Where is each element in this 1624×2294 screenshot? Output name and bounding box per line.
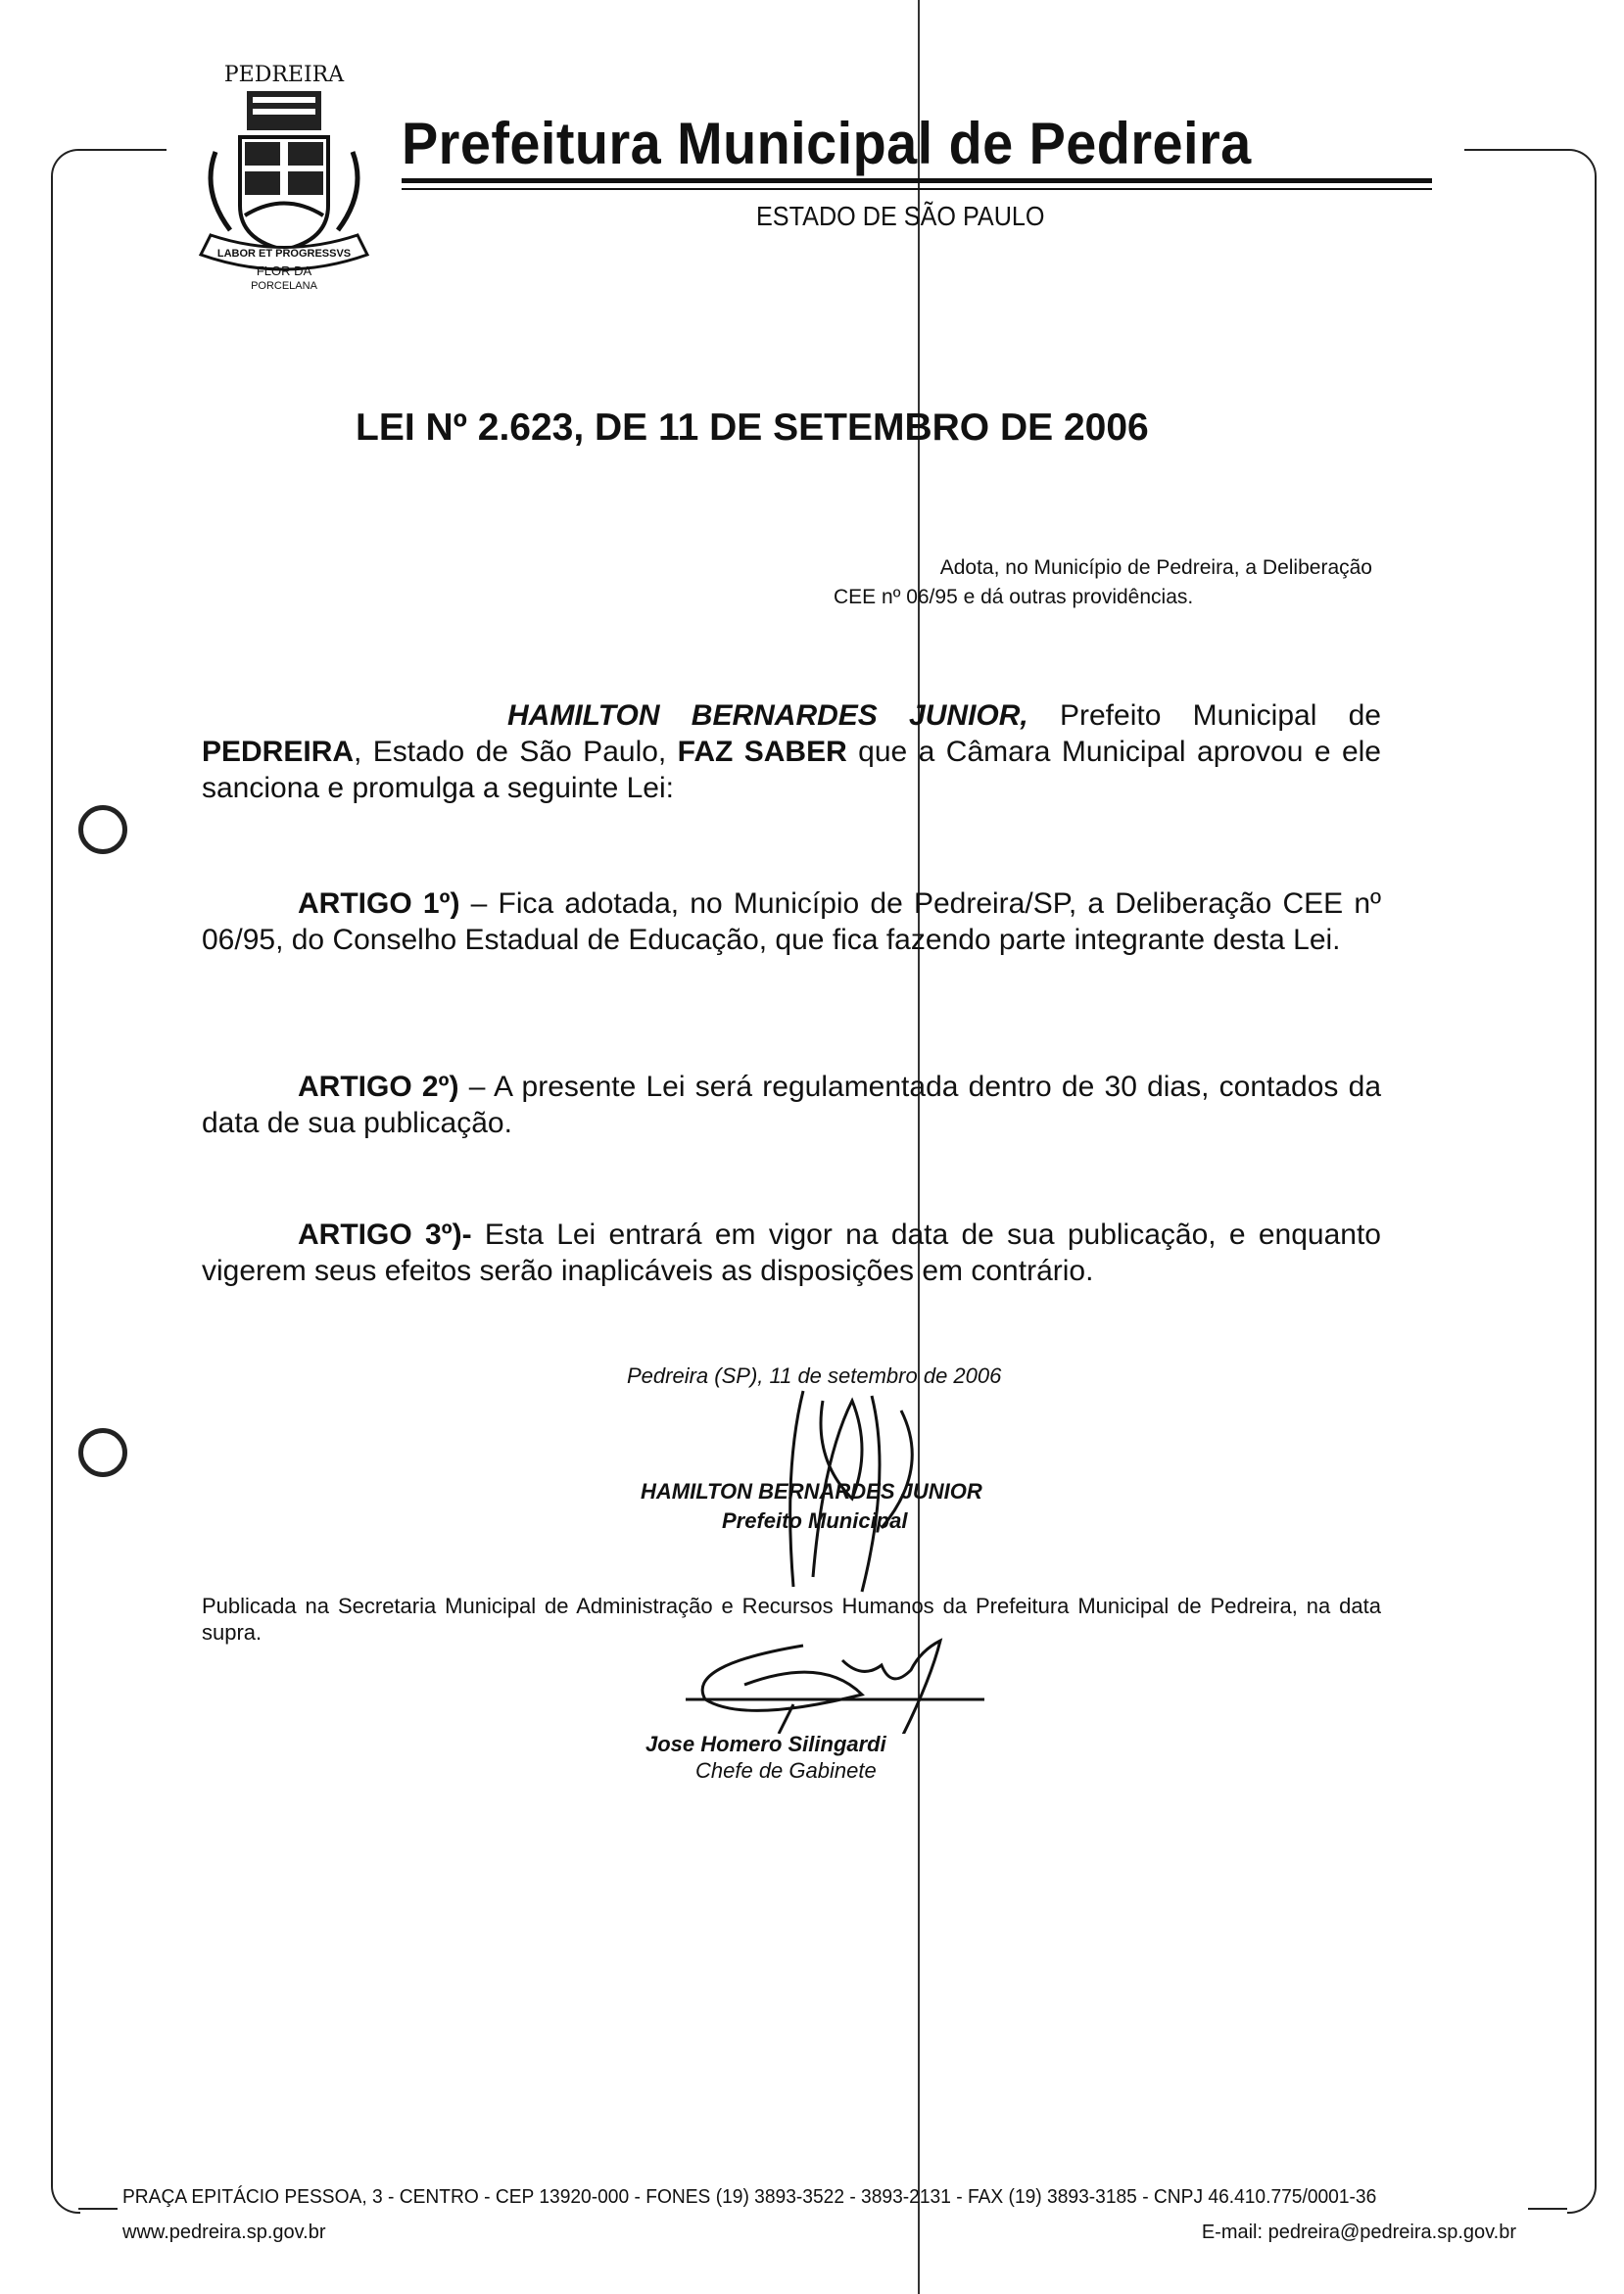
chief-role: Chefe de Gabinete bbox=[695, 1758, 877, 1783]
svg-text:PORCELANA: PORCELANA bbox=[251, 280, 317, 289]
header-rule bbox=[402, 178, 1432, 183]
city-name: PEDREIRA bbox=[202, 736, 355, 768]
article-label: ARTIGO 3º)- bbox=[298, 1219, 472, 1251]
page-border-left bbox=[51, 149, 80, 2214]
page-border-right bbox=[1567, 149, 1597, 2214]
article-2 bbox=[202, 1069, 1381, 1141]
municipal-crest-logo bbox=[186, 54, 382, 289]
footer-website[interactable]: www.pedreira.sp.gov.br bbox=[122, 2222, 326, 2243]
signing-date: Pedreira (SP), 11 de setembro de 2006 bbox=[627, 1363, 1002, 1388]
article-text: – Fica adotada, no Município de Pedreira/SP, a Deliberação CEE nº 06/95, do Conselho Estadual de Educação, que fica fazendo parte integrante desta Lei. bbox=[202, 887, 1381, 956]
chief-signature bbox=[686, 1626, 999, 1734]
border-line bbox=[1464, 149, 1567, 151]
border-line bbox=[1528, 2208, 1567, 2210]
signer-role: Prefeito Municipal bbox=[722, 1508, 908, 1533]
publication-note: Publicada na Secretaria Municipal de Administração e Recursos Humanos da Prefeitura Municipal de Pedreira, na data supra. bbox=[202, 1594, 1381, 1645]
article-text: – A presente Lei será regulamentada dentro de 30 dias, contados da data de sua publicação. bbox=[202, 1071, 1381, 1139]
text: , Estado de São Paulo, bbox=[354, 736, 678, 768]
punch-hole bbox=[78, 805, 127, 854]
law-summary-line: Adota, no Município de Pedreira, a Deliberação bbox=[939, 556, 1372, 579]
border-line bbox=[78, 149, 167, 151]
article-1 bbox=[202, 885, 1381, 958]
scan-fold-line bbox=[918, 0, 920, 2294]
faz-saber: FAZ SABER bbox=[677, 736, 847, 768]
article-text: Esta Lei entrará em vigor na data de sua publicação, e enquanto vigerem seus efeitos serão inaplicáveis as disposições em contrário. bbox=[202, 1219, 1381, 1287]
intro-paragraph bbox=[202, 697, 1381, 806]
svg-text:LABOR ET PROGRESSVS: LABOR ET PROGRESSVS bbox=[216, 248, 352, 260]
article-label: ARTIGO 1º) bbox=[298, 887, 460, 920]
text: que a Câmara Municipal aprovou e ele sanciona e promulga a seguinte Lei: bbox=[202, 736, 1381, 804]
svg-text:PEDREIRA: PEDREIRA bbox=[223, 63, 345, 87]
svg-text:FLOR DA: FLOR DA bbox=[256, 263, 312, 278]
law-summary-line: CEE nº 06/95 e dá outras providências. bbox=[834, 586, 1194, 608]
header-title: Prefeitura Municipal de Pedreira bbox=[402, 111, 1252, 176]
footer-email[interactable]: E-mail: pedreira@pedreira.sp.gov.br bbox=[1201, 2222, 1516, 2243]
footer-address: PRAÇA EPITÁCIO PESSOA, 3 - CENTRO - CEP 13920-000 - FONES (19) 3893-3522 - 3893-2131 - FAX (19) 3893-3185 - CNPJ 46.410.775/0001-36 bbox=[122, 2186, 1377, 2208]
mayor-name: HAMILTON BERNARDES JUNIOR, bbox=[507, 699, 1028, 732]
header-rule bbox=[402, 188, 1432, 190]
signer-name: HAMILTON BERNARDES JUNIOR bbox=[641, 1479, 982, 1504]
law-title: LEI Nº 2.623, DE 11 DE SETEMBRO DE 2006 bbox=[356, 406, 1149, 449]
header-subtitle: ESTADO DE SÃO PAULO bbox=[756, 201, 1045, 231]
punch-hole bbox=[78, 1428, 127, 1477]
chief-name: Jose Homero Silingardi bbox=[645, 1732, 886, 1756]
article-3 bbox=[202, 1217, 1381, 1289]
border-line bbox=[78, 2208, 118, 2210]
article-label: ARTIGO 2º) bbox=[298, 1071, 459, 1103]
text: Prefeito Municipal de bbox=[1027, 699, 1381, 732]
law-summary bbox=[824, 553, 1372, 612]
